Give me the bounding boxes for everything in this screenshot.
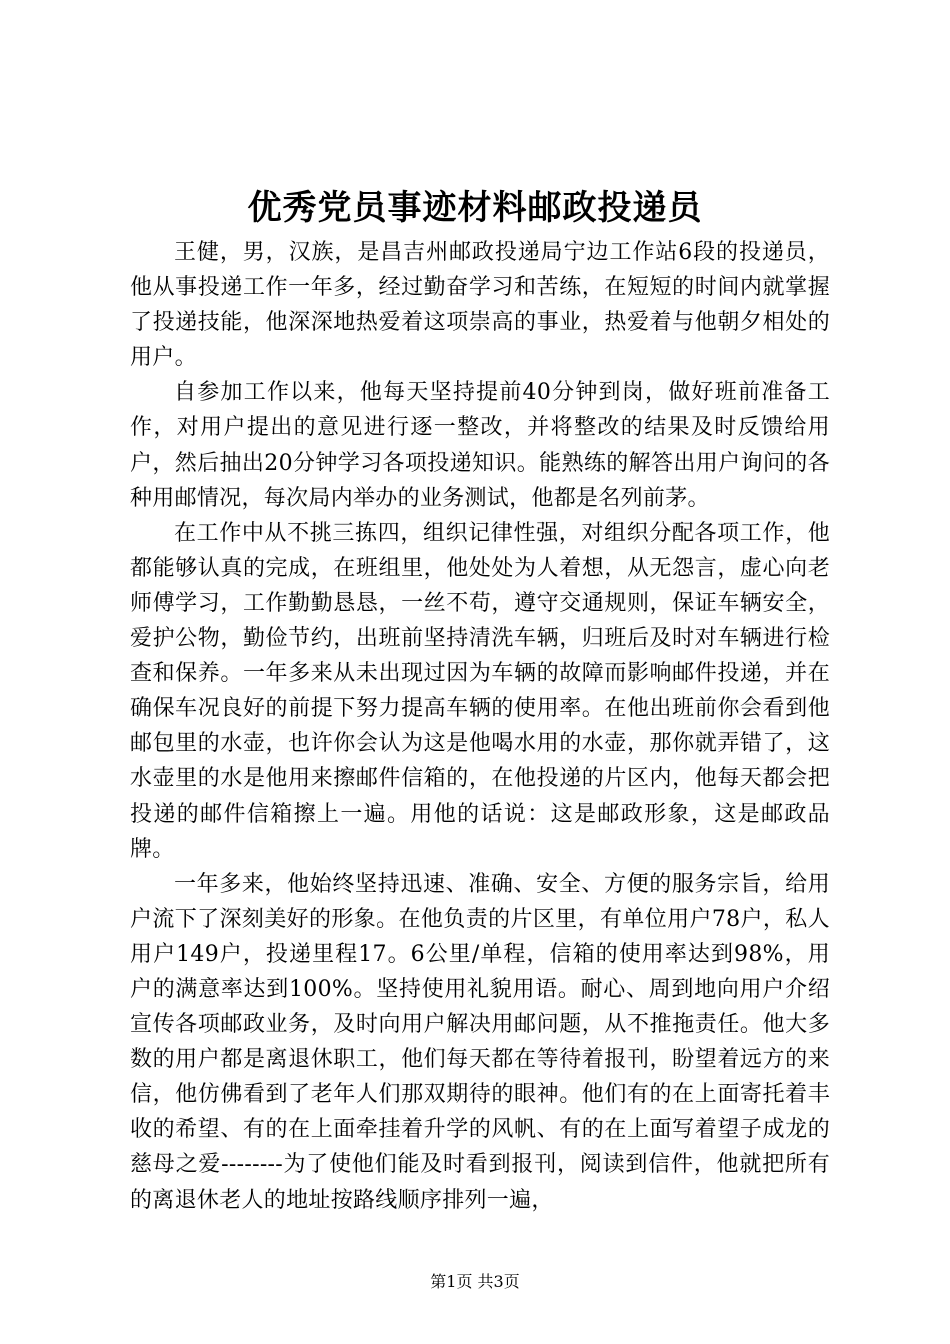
paragraph: 自参加工作以来，他每天坚持提前40分钟到岗，做好班前准备工作，对用户提出的意见进行逐一整改，并将整改的结果及时反馈给用户，然后抽出20分钟学习各项投递知识。能熟练的解答出用户询问的各种用邮情况，每次局内举办的业务测试，他都是名列前茅。 bbox=[130, 380, 830, 511]
document-body bbox=[130, 235, 830, 1218]
paragraph: 一年多来，他始终坚持迅速、准确、安全、方便的服务宗旨，给用户流下了深刻美好的形象。在他负责的片区里，有单位用户78户，私人用户149户，投递里程17。6公里/单程，信箱的使用率达到98%，用户的满意率达到100%。坚持使用礼貌用语。耐心、周到地向用户介绍宣传各项邮政业务，及时向用户解决用邮问题，从不推拖责任。他大多数的用户都是离退休职工，他们每天都在等待着报刊，盼望着远方的来信，他仿佛看到了老年人们那双期待的眼神。他们有的在上面寄托着丰收的希望、有的在上面牵挂着升学的风帆、有的在上面写着望子成龙的慈母之爱--------为了使他们能及时看到报刊，阅读到信件，他就把所有的离退休老人的地址按路线顺序排列一遍， bbox=[130, 871, 830, 1213]
paragraph: 在工作中从不挑三拣四，组织记律性强，对组织分配各项工作，他都能够认真的完成，在班组里，他处处为人着想，从无怨言，虚心向老师傅学习，工作勤勤恳恳，一丝不苟，遵守交通规则，保证车辆安全，爱护公物，勤俭节约，出班前坚持清洗车辆，归班后及时对车辆进行检查和保养。一年多来从未出现过因为车辆的故障而影响邮件投递，并在确保车况良好的前提下努力提高车辆的使用率。在他出班前你会看到他邮包里的水壶，也许你会认为这是他喝水用的水壶，那你就弄错了，这水壶里的水是他用来擦邮件信箱的，在他投递的片区内，他每天都会把投递的邮件信箱擦上一遍。用他的话说：这是邮政形象，这是邮政品牌。 bbox=[130, 520, 830, 862]
page-number-footer: 第1页 共3页 bbox=[430, 1272, 520, 1291]
document-title: 优秀党员事迹材料邮政投递员 bbox=[247, 188, 703, 228]
paragraph: 王健，男，汉族，是昌吉州邮政投递局宁边工作站6段的投递员，他从事投递工作一年多，经过勤奋学习和苦练，在短短的时间内就掌握了投递技能，他深深地热爱着这项崇高的事业，热爱着与他朝夕相处的用户。 bbox=[130, 240, 830, 371]
